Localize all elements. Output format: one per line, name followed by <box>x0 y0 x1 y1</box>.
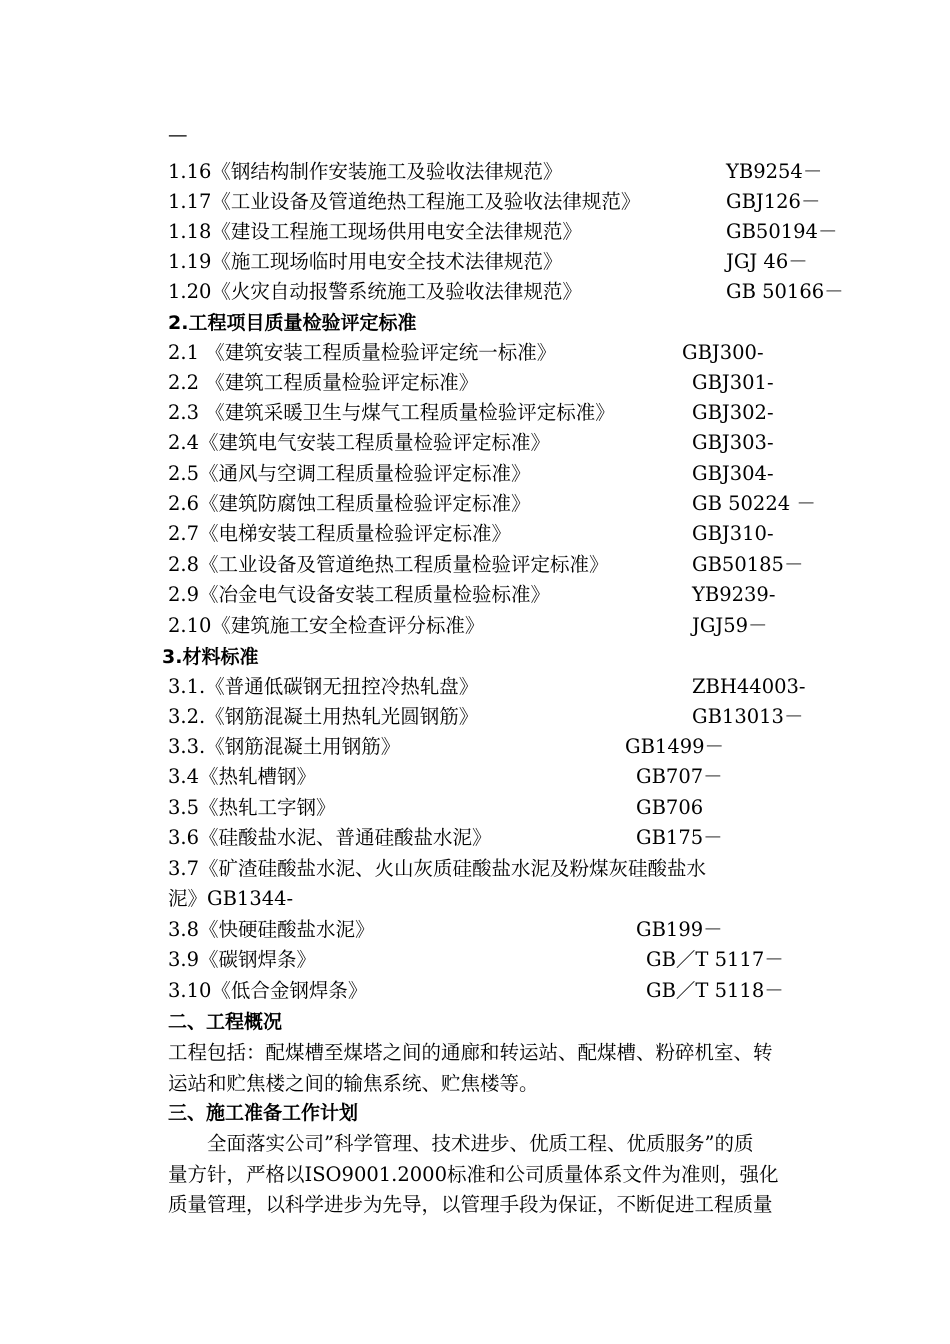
preparation-line-3: 质量管理，以科学进步为先导，以管理手段为保证，不断促进工程质量 <box>168 1193 773 1216</box>
overview-line-1: 工程包括：配煤槽至煤塔之间的通廊和转运站、配煤槽、粉碎机室、转 <box>168 1041 773 1064</box>
preparation-line-1: 全面落实公司”科学管理、技术进步、优质工程、优质服务”的质 <box>168 1132 754 1155</box>
preparation-paragraph <box>168 1129 863 1221</box>
overview-line-2: 运站和贮焦楼之间的输焦系统、贮焦楼等。 <box>168 1071 539 1095</box>
preparation-line-2: 量方针，严格以ISO9001.2000标准和公司质量体系文件为准则，强化 <box>168 1162 779 1186</box>
leading-dash: — <box>168 123 188 146</box>
document-page: — 1.16《钢结构制作安装施工及验收法律规范》 YB9254－ 1.17《工业设备及管道绝热工程施工及验收法律规范》 GBJ126－ 1.18《建设工程施工现场供用电安全法律规范》 GB50194－ 1.19《施工现场临时用电安全技术法律规范》 JGJ 46－ 1.20《火灾自动报警系统施工及验收法律规范》 GB 50166－ 2.工程项目质量检验评定标准 2.1 《建筑安装工程质量检验评定统一标准》 GBJ300- 2.2 《建筑工程质量检验评定标准》 GBJ301- 2.3 《建筑采暖卫生与煤气工程质量检验评定标准》 GBJ302- 2.4《建筑电气安装工程质量检验评定标准》 GBJ303- 2.5《通风与空调工程质量检验评定标准》 GBJ304- 2.6《建筑防腐蚀工程质量检验评定标准》 GB 50224 － 2.7《电梯安装工程质量检验评定标准》 GBJ310- 2.8《工业设备及管道绝热工程质量检验评定标准》 GB50185－ 2.9《冶金电气设备安装工程质量检验标准》 YB9239- 2.10《建筑施工安全检查评分标准》 JGJ59－ 3.材料标准 3.1.《普通低碳钢无扭控冷热轧盘》 ZBH44003- 3.2.《钢筋混凝土用热轧光圆钢筋》 GB13013－ 3.3.《钢筋混凝土用钢筋》 GB1499－ 3.4《热轧槽钢》 GB707－ 3.5《热轧工字钢》 GB706 3.6《硅酸盐水泥、普通硅酸盐水泥》 GB175－ 3.7《矿渣硅酸盐水泥、火山灰质硅酸盐水泥及粉煤灰硅酸盐水 泥》GB1344- 3.8《快硬硅酸盐水泥》 GB199－ 3.9《碳钢焊条》 GB／T 5117－ 3.10《低合金钢焊条》 GB／T 5118－ 二、工程概况 工程包括：配煤槽至煤塔之间的通廊和转运站、配煤槽、粉碎机室、转 运站和贮焦楼之间的输焦系统、贮焦楼等。 三、施工准备工作计划 全面落实公司”科学管理、技术进步、优质工程、优质服务”的质 量方针，严格以ISO9001.2000标准和公司质量体系文件为准则，强化 质量管理，以科学进步为先导，以管理手段为保证，不断促进工程质量 <box>0 0 950 1344</box>
overview-paragraph <box>168 1038 863 1099</box>
